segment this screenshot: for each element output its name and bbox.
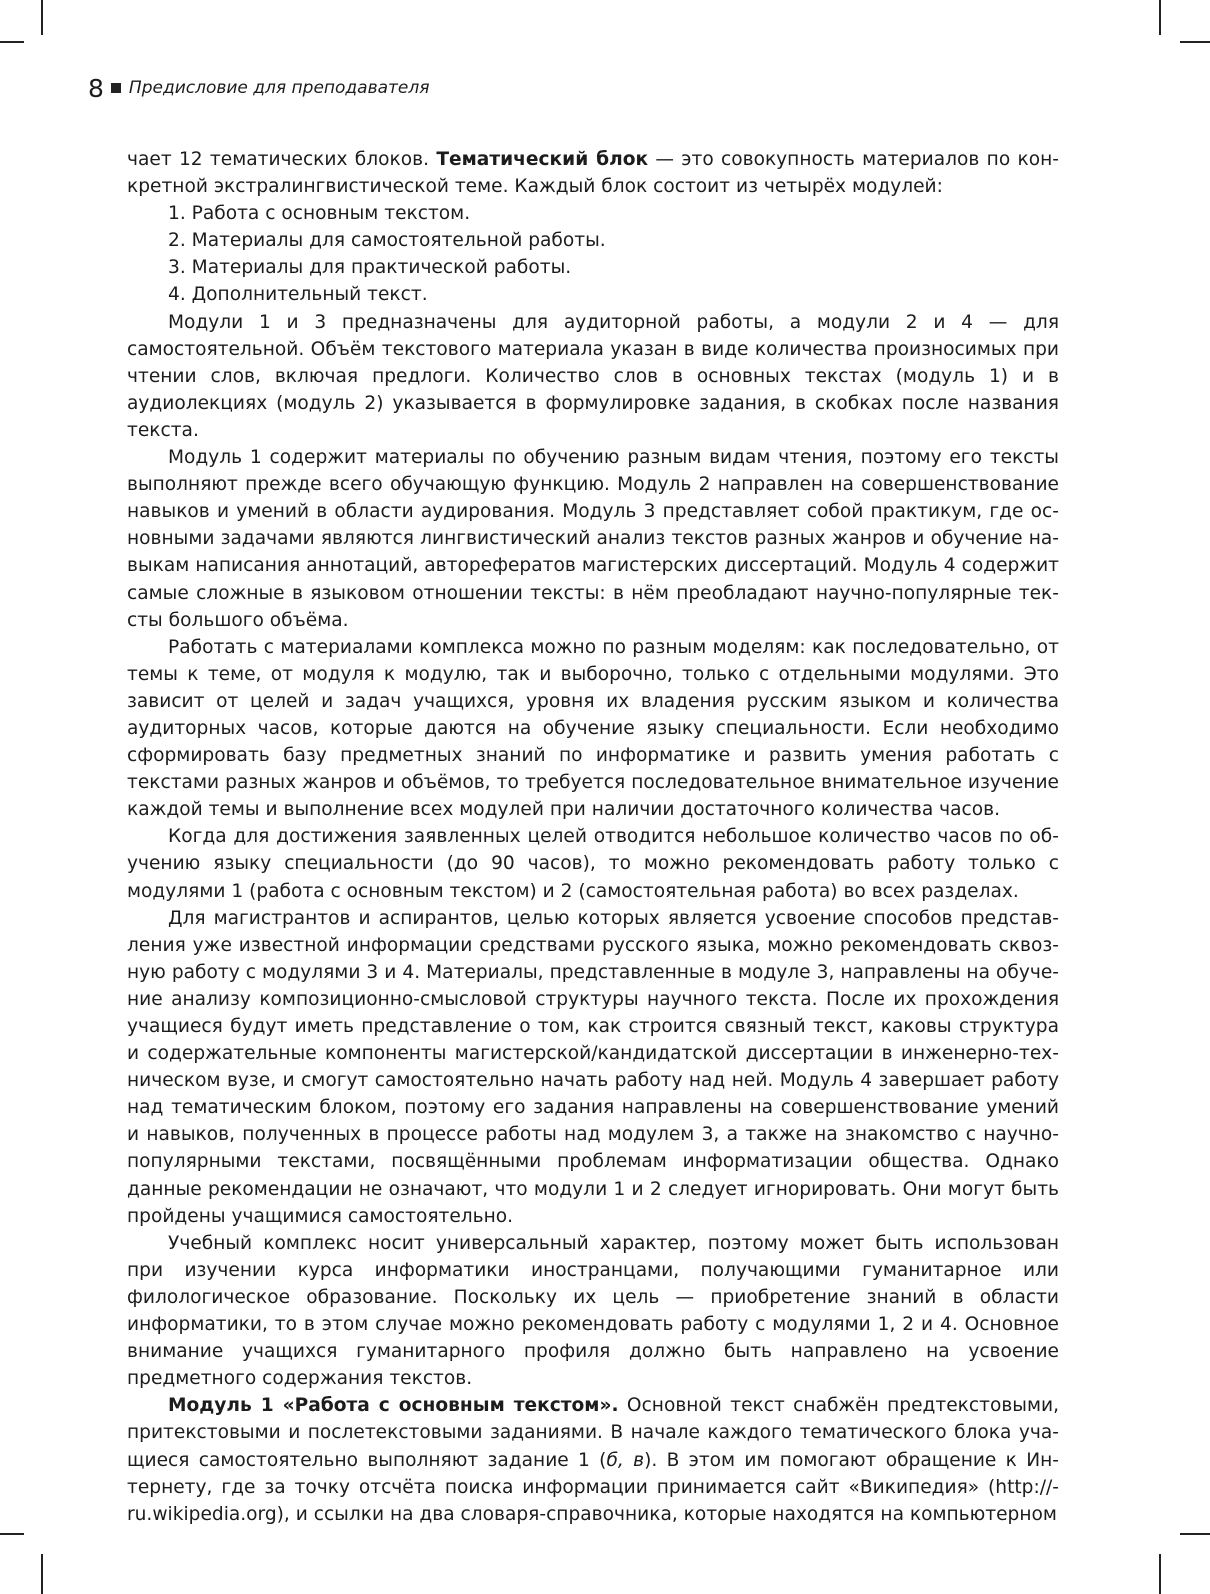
module-1-heading: Модуль 1 «Работа с основным текстом». [168,1395,619,1417]
paragraph-module-descriptions: Модуль 1 содержит материалы по обучению разным видам чтения, поэтому его тексты выполняют прежде всего обучающую функцию. Модуль 2 направлен на совершенствование навыков и умений в области аудирования. Модуль 3 представляет собой практикум, где основными задачами являются лингвистический анализ текстов разных жанров и обучение навыкам написания аннотаций, авторефератов магистерских диссертаций. Модуль 4 содержит самые сложные в языковом отношении тексты: в нём преобладают научно-популярные тексты большого объёма. [127,447,1059,631]
crop-mark-bottom-right-h [1180,1533,1210,1535]
crop-mark-top-right-v [1159,0,1161,35]
body-text [127,146,1059,1528]
paragraph-universal-character: Учебный комплекс носит универсальный характер, поэтому может быть использован при изучении курса информатики иностранцами, получающими гуманитарное или филологическое образование. Поскольку их цель — приобретение знаний в области информатики, то в этом случае можно рекомендовать работу с модулями 1, 2 и 4. Основное внимание учащихся гуманитарного профиля должно быть направлено на усвоение предметного содержания текстов. [127,1232,1059,1390]
crop-mark-bottom-right-v [1159,1554,1161,1594]
paragraph-masters-students: Для магистрантов и аспирантов, целью которых является усвоение способов представления уже известной информации средствами русского языка, можно рекомендовать сквозную работу с модулями 3 и 4. Материалы, представленные в модуле 3, направлены на обучение анализу композиционно-смысловой структуры научного текста. После их прохождения учащиеся будут иметь представление о том, как строится связный текст, каковы структура и содержательные компоненты магистерской/кандидатской диссертации в инженерно-техническом вузе, и смогут самостоятельно начать работу над ней. Модуль 4 завершает работу над тематическим блоком, поэтому его задания направлены на совершенствование умений и навыков, полученных в процессе работы над модулем 3, а также на знакомство с научно-популярными текстами, посвящёнными проблемам информатизации общества. Однако данные рекомендации не означают, что модули 1 и 2 следует игнорировать. Они могут быть пройдены учащимися самостоятельно. [127,907,1059,1227]
module-list-item: 1. Работа с основным текстом. [168,203,471,225]
module-list-item: 3. Материалы для практической работы. [168,257,572,279]
paragraph-auditory-modules: Модули 1 и 3 предназначены для аудиторной работы, а модули 2 и 4 — для самостоятельной. Объём текстового материала указан в виде количества произносимых при чтении слов, включая предлоги. Количество слов в основных текстах (модуль 1) и в аудиолекциях (модуль 2) указывается в формулировке задания, в скобках после названия текста. [127,311,1059,441]
term-thematic-block: Тематический блок [436,149,649,170]
crop-mark-bottom-left-v [41,1554,43,1594]
intro-paragraph: чает 12 тематических блоков. Тематический блок — это совокупность материалов по конкретной экстралингвистической теме. Каждый блок состоит из четырёх модулей: [127,149,1059,198]
paragraph-working-models: Работать с материалами комплекса можно по разным моделям: как последовательно, от темы к теме, от модуля к модулю, так и выборочно, только с отдельными модулями. Это зависит от целей и задач учащихся, уровня их владения русским языком и количества аудиторных часов, которые даются на обучение языку специальности. Если необходимо сформировать базу предметных знаний по информатике и развить умения работать с текстами разных жанров и объёмов, то требуется последовательное внимательное изучение каждой темы и выполнение всех модулей при наличии достаточного количества часов. [127,636,1059,821]
paragraph-limited-hours: Когда для достижения заявленных целей отводится небольшое количество часов по обучению языку специальности (до 90 часов), то можно рекомендовать работу только с модулями 1 (работа с основным текстом) и 2 (самостоятельная работа) во всех разделах. [127,826,1059,902]
paragraph-module-1: Модуль 1 «Работа с основным текстом». Основной текст снабжён предтекстовыми, притекстовыми и послетекстовыми заданиями. В начале каждого тематического блока учащиеся самостоятельно выполняют задание 1 (б, в). В этом им помогают обращение к Интернету, где за точку отсчёта поиска информации принимается сайт «Википедия» (http://ru.wikipedia.org), и ссылки на два словаря-справочника, которые находятся на компьютерном [127,1395,1059,1525]
running-header [88,68,429,108]
crop-mark-top-left-h [0,41,24,43]
square-bullet-icon [111,83,121,93]
module-list-item: 2. Материалы для самостоятельной работы. [168,230,606,252]
crop-mark-bottom-left-h [0,1533,24,1535]
crop-mark-top-left-v [41,0,43,35]
page-number: 8 [88,73,104,103]
crop-mark-top-right-h [1180,41,1210,43]
running-title: Предисловие для преподавателя [128,78,430,98]
module-list-item: 4. Дополнительный текст. [168,284,428,306]
